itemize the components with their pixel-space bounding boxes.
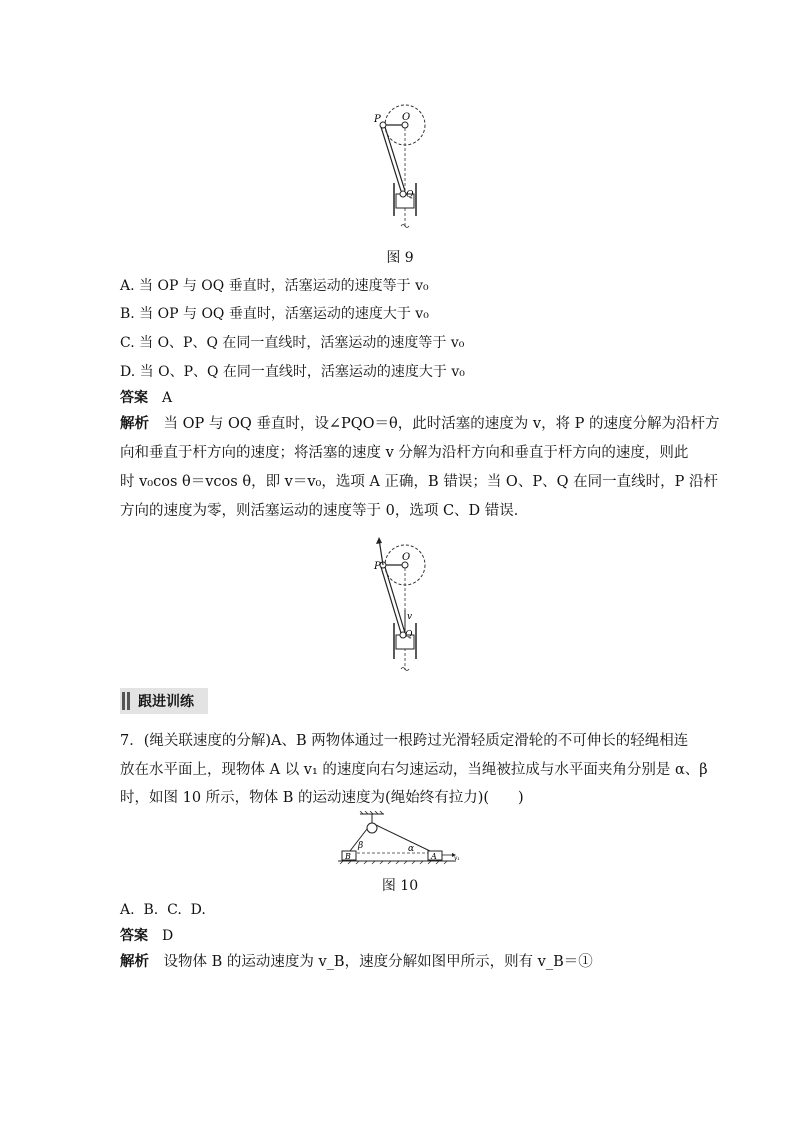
figure-10 bbox=[338, 811, 463, 871]
fig10-label-a: A bbox=[431, 852, 437, 861]
option-d: D. 当 O、P、Q 在同一直线时，活塞运动的速度大于 v₀ bbox=[120, 364, 465, 380]
analysis-label-o: O bbox=[402, 552, 411, 563]
fig9-label-o: O bbox=[402, 112, 411, 123]
answer-q6: 答案 A bbox=[120, 390, 173, 406]
fig10-label-alpha: α bbox=[408, 844, 415, 854]
options-q7: A. B. C. D. bbox=[120, 902, 206, 918]
figure-9-caption: 图 9 bbox=[386, 250, 414, 266]
analysis-label-q: Q bbox=[405, 630, 413, 640]
section-heading bbox=[120, 688, 208, 714]
figure-10-caption: 图 10 bbox=[381, 878, 419, 894]
analysis-figure bbox=[365, 535, 445, 685]
velocity-arrowhead-p bbox=[376, 537, 382, 544]
analysis-label-v: v bbox=[407, 612, 413, 622]
q7-line-2: 放在水平面上，现物体 A 以 v₁ 的速度向右匀速运动，当绳被拉成与水平面夹角分别是 α、β bbox=[120, 762, 708, 778]
figure-9 bbox=[365, 98, 445, 238]
answer-q7: 答案 D bbox=[120, 928, 174, 944]
analysis-q6-line-4: 方向的速度为零，则活塞运动的速度等于 0，选项 C、D 错误． bbox=[120, 503, 529, 519]
option-a: A. 当 OP 与 OQ 垂直时，活塞运动的速度等于 v₀ bbox=[120, 278, 429, 294]
analysis-q7: 解析 设物体 B 的运动速度为 v_B，速度分解如图甲所示，则有 v_B＝① bbox=[120, 953, 593, 970]
option-c: C. 当 O、P、Q 在同一直线时，活塞运动的速度等于 v₀ bbox=[120, 335, 465, 351]
option-b: B. 当 OP 与 OQ 垂直时，活塞运动的速度大于 v₀ bbox=[120, 306, 429, 322]
rope-to-a bbox=[376, 825, 430, 851]
analysis-wave-mark bbox=[401, 668, 409, 671]
connecting-rod-1 bbox=[381, 127, 401, 191]
connecting-rod-2 bbox=[385, 127, 405, 191]
section-title: 跟进训练 bbox=[138, 694, 194, 710]
section-bar-icon-2 bbox=[127, 692, 130, 710]
fig9-label-p: P bbox=[374, 114, 381, 125]
q7-line-3: 时，如图 10 所示，物体 B 的运动速度为(绳始终有拉力)( ) bbox=[120, 790, 524, 806]
fig10-label-b: B bbox=[345, 852, 351, 861]
fig10-label-beta: β bbox=[358, 841, 364, 851]
fig10-label-v1: v₁ bbox=[454, 855, 460, 862]
analysis-q6-line-3: 时 v₀cos θ＝vcos θ，即 v＝v₀，选项 A 正确，B 错误；当 O、P、Q 在同一直线时，P 沿杆 bbox=[120, 474, 718, 490]
q7-line-1: 7．(绳关联速度的分解)A、B 两物体通过一根跨过光滑轻质定滑轮的不可伸长的轻绳相连 bbox=[120, 733, 689, 749]
section-bar-icon bbox=[122, 692, 125, 710]
analysis-rod-1 bbox=[381, 567, 401, 633]
analysis-rod-2 bbox=[385, 567, 405, 633]
pulley bbox=[367, 823, 377, 833]
analysis-q6-line-2: 向和垂直于杆方向的速度；将活塞的速度 v 分解为沿杆方向和垂直于杆方向的速度，则此 bbox=[120, 445, 689, 461]
fig9-label-q: Q bbox=[406, 190, 414, 200]
analysis-label-p: P bbox=[374, 561, 381, 572]
analysis-q6-line-1: 解析 当 OP 与 OQ 垂直时，设∠PQO＝θ，此时活塞的速度为 v，将 P 的速度分解为沿杆方 bbox=[120, 415, 720, 432]
